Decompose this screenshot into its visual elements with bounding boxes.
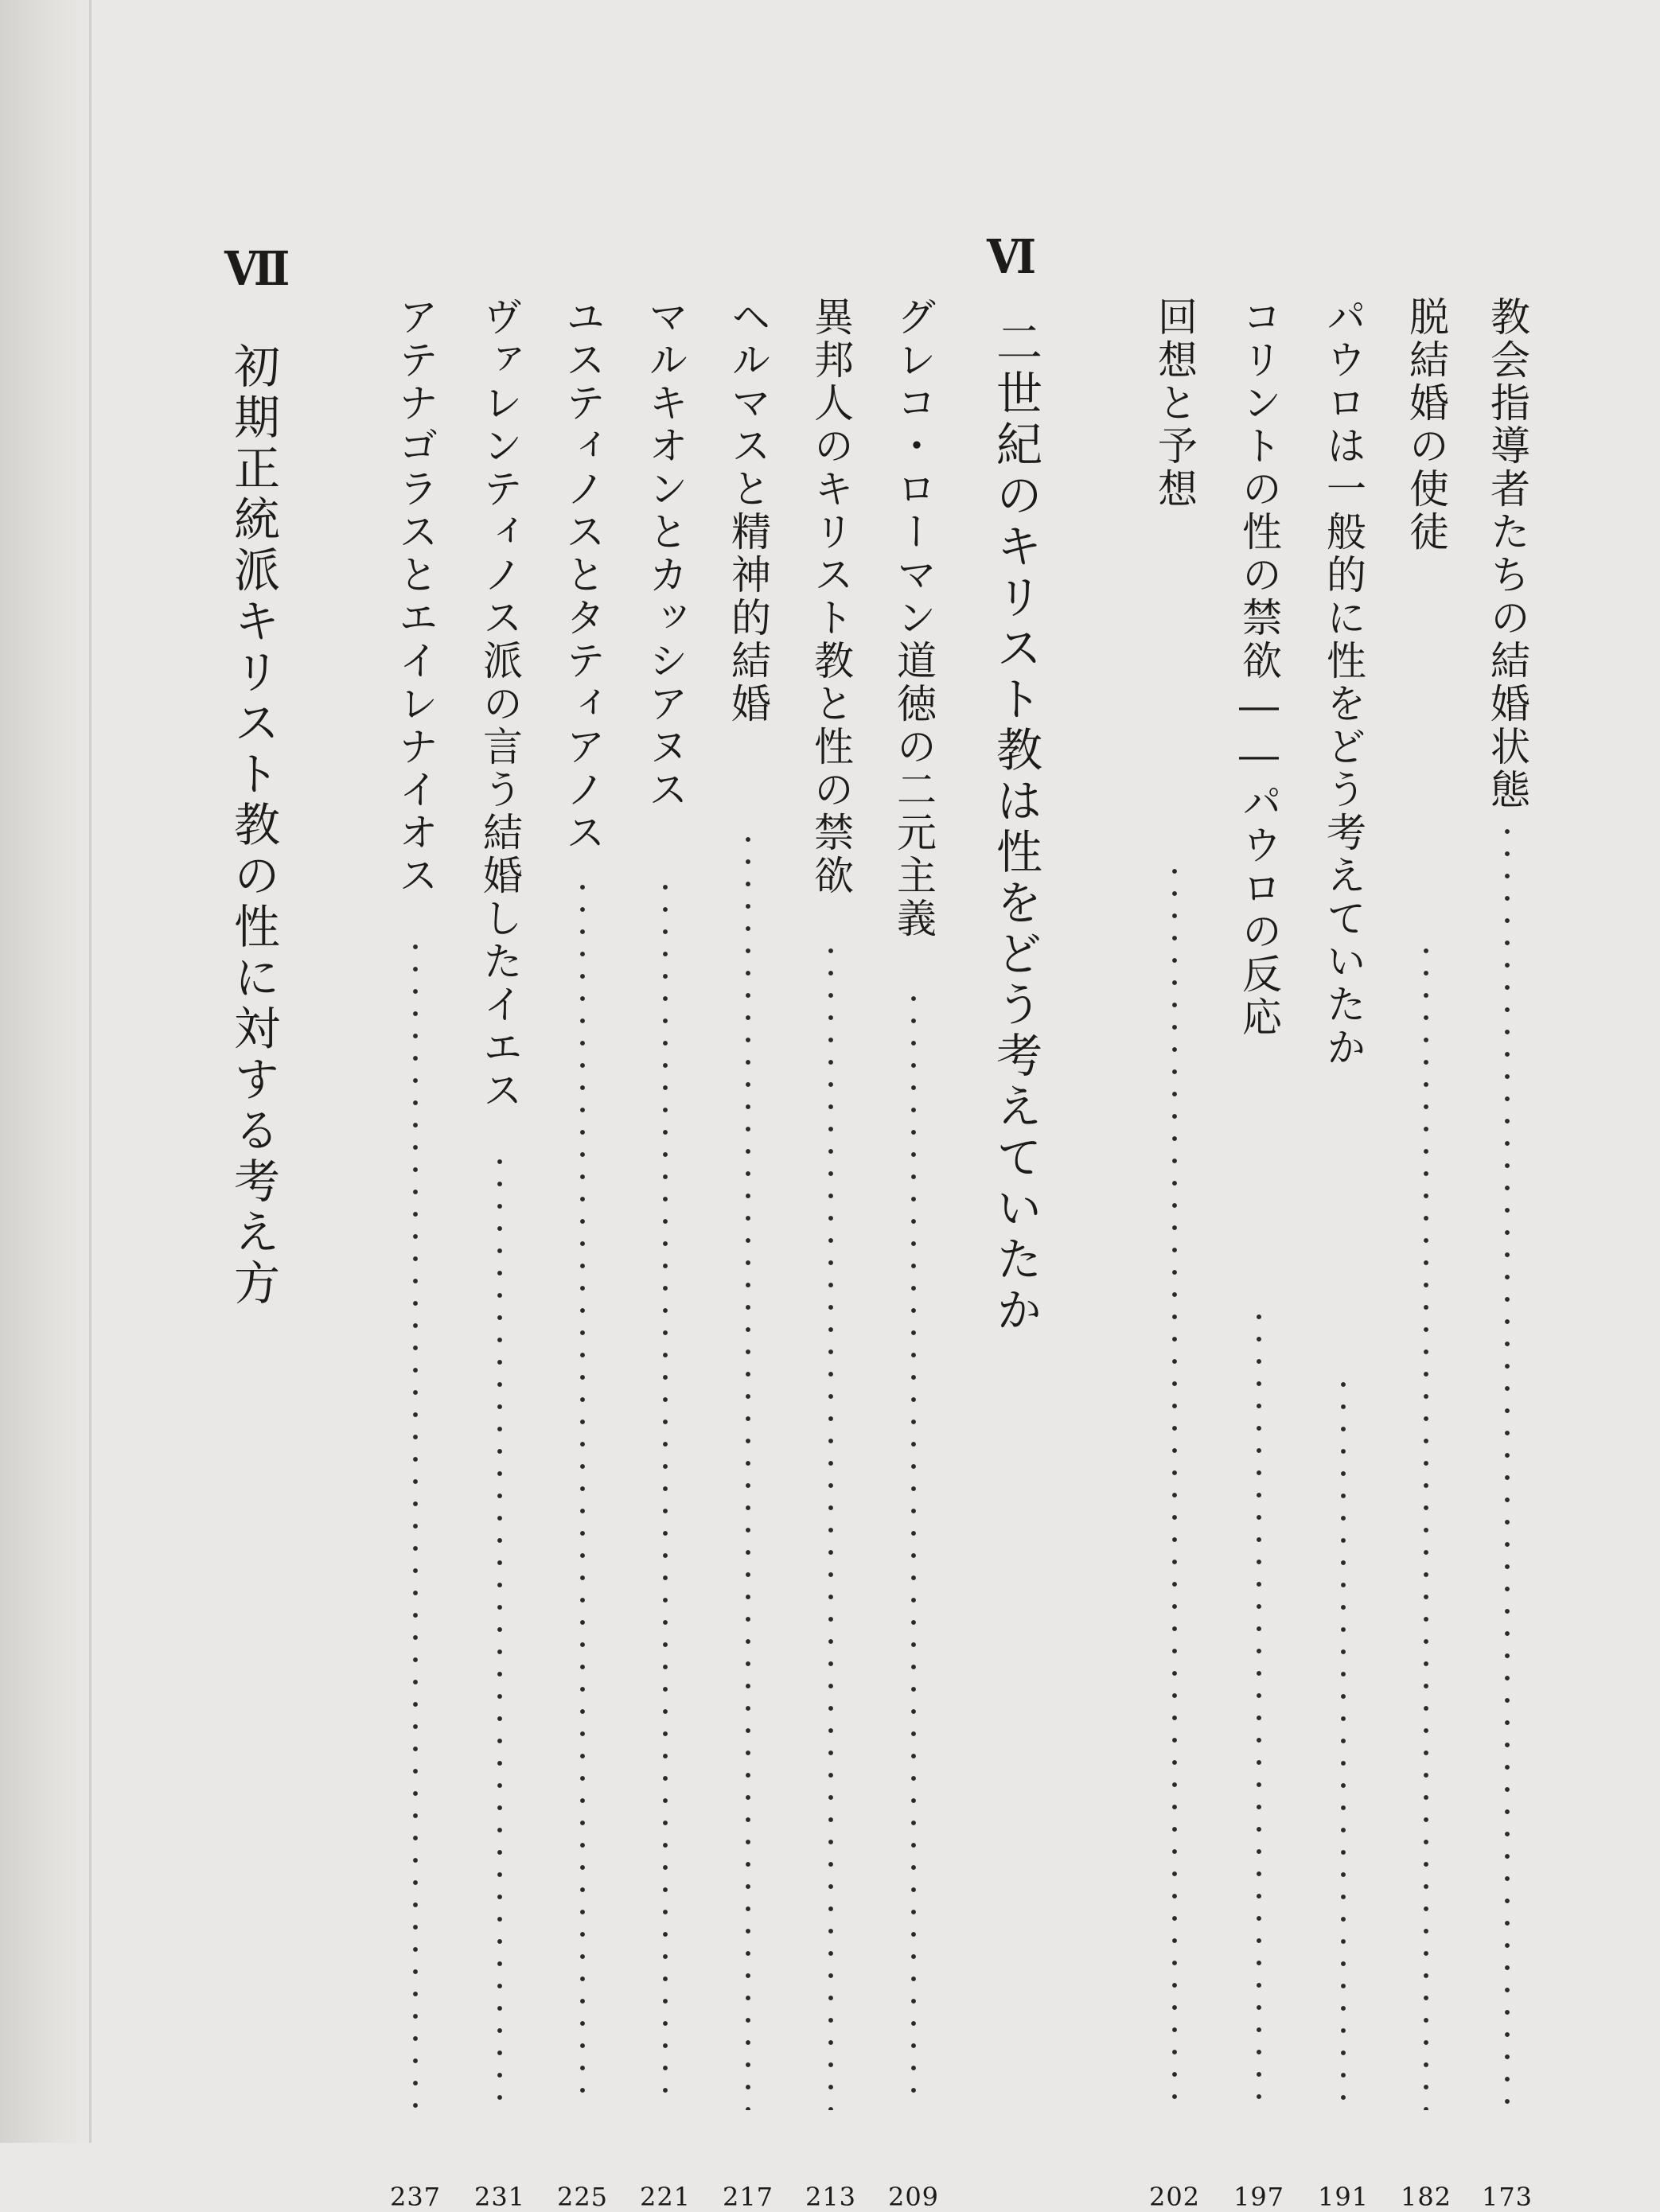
chapter-numeral: Ⅵ — [987, 228, 1035, 285]
entry-title: 脱結婚の使徒 — [1403, 296, 1449, 554]
entry-title: ユスティノスとタティアノス — [559, 296, 606, 855]
page-number: 225 — [556, 2182, 609, 2212]
page-number: 191 — [1317, 2182, 1370, 2212]
entry-title: 異邦人のキリスト教と性の禁欲 — [808, 296, 854, 898]
entry-title: パウロは一般的に性をどう考えていたか — [1320, 296, 1366, 1069]
dot-leader — [1424, 948, 1428, 2110]
entry-title: 教会指導者たちの結婚状態 — [1484, 296, 1530, 812]
dot-leader — [413, 944, 418, 2110]
dot-leader — [663, 885, 668, 2110]
page-number: 182 — [1400, 2182, 1452, 2212]
dot-leader — [1172, 869, 1177, 2110]
page-gutter-shadow — [0, 0, 95, 2143]
chapter-title: 二世紀のキリスト教は性をどう考えていたか — [988, 318, 1042, 1337]
page-number: 237 — [389, 2182, 442, 2212]
entry-title: アテナゴラスとエイレナイオス — [392, 296, 438, 898]
page-number: 173 — [1481, 2182, 1533, 2212]
page-number: 217 — [722, 2182, 774, 2212]
dot-leader — [828, 948, 833, 2110]
entry-title: ヴァレンティノス派の言う結婚したイエス — [477, 296, 523, 1112]
page-number: 202 — [1148, 2182, 1201, 2212]
page-number: 213 — [805, 2182, 857, 2212]
entry-title: コリントの性の禁欲――パウロの反応 — [1236, 296, 1282, 1039]
dot-leader — [911, 996, 916, 2110]
entry-title: グレコ・ローマン道徳の二元主義 — [890, 296, 937, 940]
dot-leader — [1505, 829, 1510, 2110]
page-number: 209 — [887, 2182, 940, 2212]
chapter-numeral: Ⅶ — [224, 240, 289, 297]
dot-leader — [497, 1159, 502, 2110]
dot-leader — [746, 837, 750, 2110]
dot-leader — [580, 885, 585, 2110]
chapter-title: 初期正統派キリスト教の性に対する考え方 — [226, 342, 280, 1310]
entry-title: 回想と予想 — [1151, 296, 1198, 511]
page-edge — [89, 0, 92, 2143]
page-number: 197 — [1233, 2182, 1285, 2212]
entry-title: マルキオンとカッシアヌス — [642, 296, 688, 812]
dot-leader — [1257, 1314, 1261, 2110]
dot-leader — [1341, 1382, 1346, 2110]
page-number: 221 — [639, 2182, 692, 2212]
page-number: 231 — [473, 2182, 526, 2212]
entry-title: ヘルマスと精神的結婚 — [725, 296, 771, 726]
